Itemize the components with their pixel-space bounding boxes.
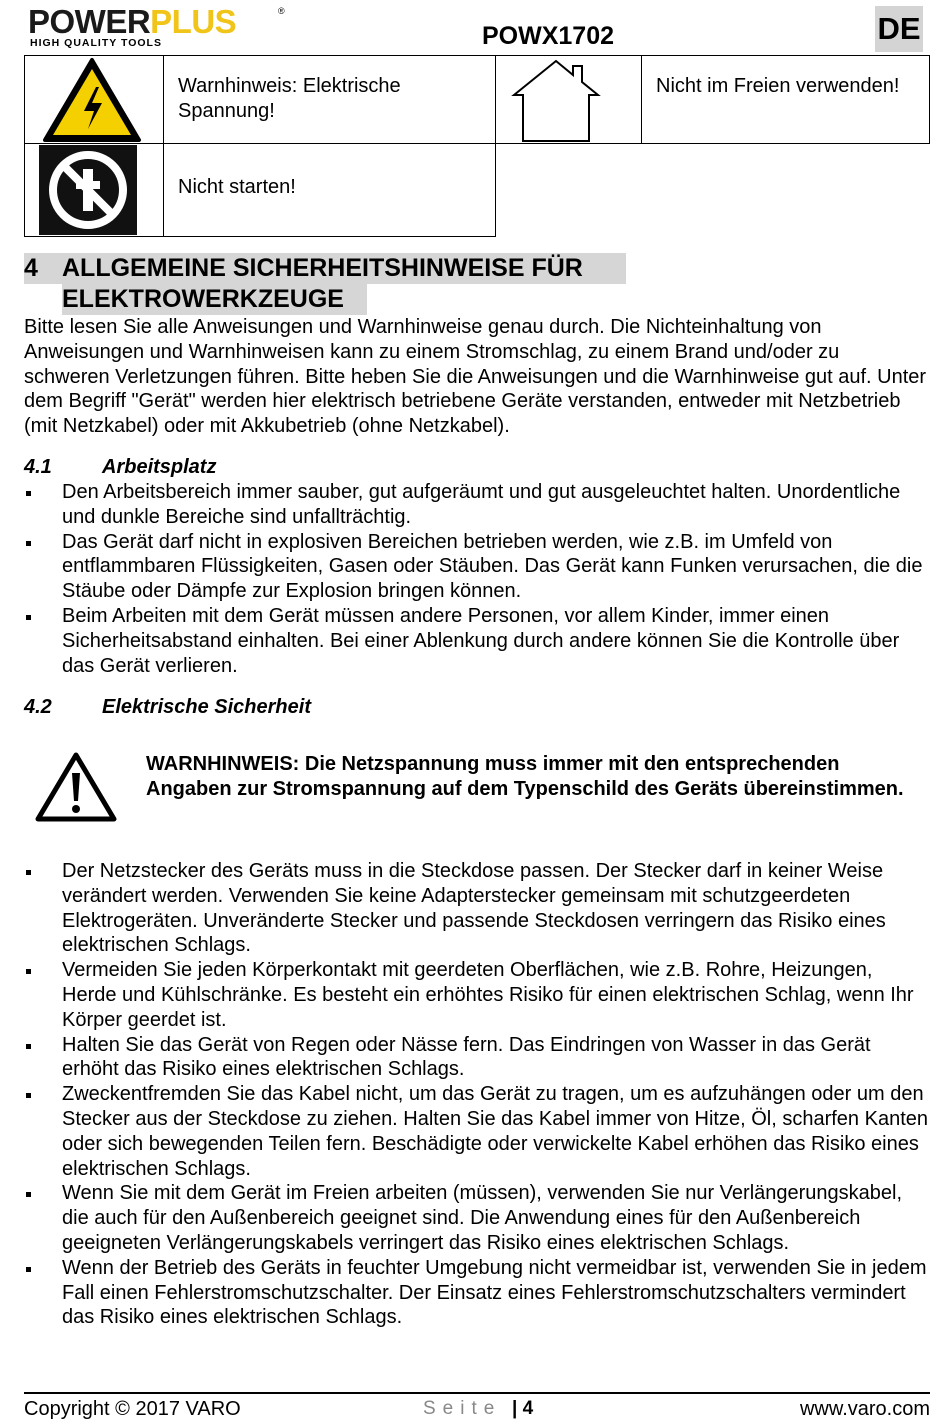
footer-divider: [24, 1392, 930, 1394]
list-item-text: Halten Sie das Gerät von Regen oder Nässe fern. Das Eindringen von Wasser in das Gerät erhöht das Risiko eines elektrischen Schlags.: [62, 1033, 871, 1081]
page-header: [0, 0, 950, 56]
electric-voltage-warning-icon: [42, 57, 142, 143]
indoor-house-icon: [510, 57, 602, 143]
model-number: POWX1702: [482, 22, 615, 50]
list-item: [24, 530, 930, 604]
list-item: [24, 1181, 930, 1255]
footer-website-link[interactable]: www.varo.com: [799, 1398, 930, 1420]
section-4-2-heading: [24, 695, 311, 720]
footer-page-label: Seite: [423, 1398, 502, 1419]
symbol-cell: [24, 55, 164, 144]
warning-triangle-icon: [34, 751, 118, 823]
list-item: [24, 480, 930, 530]
list-item-text: Vermeiden Sie jeden Körperkontakt mit geerdeten Oberflächen, wie z.B. Rohre, Heizungen, Herde und Kühlschränke. Es besteht ein erhöhtes Risiko für einen elektrischen Schlag, wenn Ihr Körper geerdet ist.: [62, 959, 914, 1031]
list-item-text: Beim Arbeiten mit dem Gerät müssen andere Personen, vor allem Kinder, immer einen Sicherheitsabstand einhalten. Bei einer Ablenkung durch andere können Sie die Kontrolle über das Gerät verlieren.: [62, 604, 900, 677]
language-badge: DE: [875, 6, 923, 52]
subsection-title: Arbeitsplatz: [102, 456, 217, 478]
footer-page-number: | 4: [512, 1398, 534, 1419]
logo-power-text: POWER: [28, 3, 151, 40]
list-item-text: Der Netzstecker des Geräts muss in die Steckdose passen. Der Stecker darf in keiner Weise verändert werden. Verwenden Sie keine Adapterstecker gemeinsam mit schutzgeerdeten Elektrogeräten. Unveränderte Stecker und passende Steckdosen verringern das Risiko eines elektrischen Schlags.: [62, 860, 886, 957]
registered-mark: ®: [278, 6, 285, 16]
arbeitsplatz-list: [24, 480, 930, 678]
symbol-cell: [24, 143, 164, 237]
section-title-line1: ALLGEMEINE SICHERHEITSHINWEISE FÜR: [62, 254, 583, 282]
list-item-text: Das Gerät darf nicht in explosiven Bereichen betrieben werden, wie z.B. im Umfeld von entflammbaren Flüssigkeiten, Gasen oder Stäuben. Das Gerät kann Funken verursachen, die die Stäube oder Dämpfe zur Explosion bringen können.: [62, 530, 923, 603]
footer-copyright: Copyright © 2017 VARO: [24, 1398, 241, 1420]
list-item: [24, 604, 930, 678]
warning-text: WARNHINWEIS: Die Netzspannung muss immer mit den entsprechenden Angaben zur Stromspannung auf dem Typenschild des Geräts übereinstimmen.: [146, 753, 904, 800]
subsection-number: 4.1: [24, 456, 52, 478]
section-number: 4: [24, 254, 38, 282]
subsection-number: 4.2: [24, 696, 52, 718]
list-item-text: Zweckentfremden Sie das Kabel nicht, um das Gerät zu tragen, um es aufzuhängen oder um den Stecker aus der Steckdose zu ziehen. Halten Sie das Kabel immer von Hitze, Öl, scharfen Kanten oder sich bewegenden Teilen fern. Beschädigte oder verwickelte Kabel erhöhen das Risiko eines elektrischen Schlags.: [62, 1083, 928, 1180]
symbol-cell: [641, 55, 930, 144]
section-4-heading: [24, 253, 626, 315]
powerplus-logo: [28, 4, 308, 48]
symbol-cell: [163, 143, 496, 237]
section-title-line2: ELEKTROWERKZEUGE: [62, 285, 344, 313]
list-item: [24, 1082, 930, 1181]
elektrische-sicherheit-list: [24, 859, 930, 1330]
do-not-start-icon: [39, 145, 137, 235]
logo-tagline: HIGH QUALITY TOOLS: [30, 37, 162, 49]
symbol-description: Nicht starten!: [178, 176, 296, 198]
section-4-1-heading: [24, 455, 216, 480]
subsection-title: Elektrische Sicherheit: [102, 696, 311, 718]
list-item-text: Wenn der Betrieb des Geräts in feuchter Umgebung nicht vermeidbar ist, verwenden Sie in jedem Fall einen Fehlerstromschutzschalter. Der Einsatz eines Fehlerstromschutzschalters vermindert das Risiko eines elektrischen Schlags.: [62, 1256, 927, 1329]
list-item: [24, 958, 930, 1032]
list-item: [24, 859, 930, 958]
list-item-text: Wenn Sie mit dem Gerät im Freien arbeiten (müssen), verwenden Sie nur Verlängerungskabel, die auch für den Außenbereich geeignet sind. Die Anwendung eines für den Außenbereich geeigneten Verlängerungskabels verringert das Risiko eines elektrischen Schlags.: [62, 1182, 903, 1254]
list-item: [24, 1033, 930, 1083]
symbol-cell: [495, 55, 642, 144]
list-item-text: Den Arbeitsbereich immer sauber, gut aufgeräumt und gut ausgeleuchtet halten. Unordentliche und dunkle Bereiche sind unfallträchtig.: [62, 481, 901, 528]
logo-plus-text: PLUS: [150, 3, 237, 40]
symbol-table: [24, 55, 930, 237]
symbol-description: Nicht im Freien verwenden!: [656, 75, 900, 97]
symbol-cell: [163, 55, 496, 144]
list-item: [24, 1256, 930, 1330]
section-4-intro: Bitte lesen Sie alle Anweisungen und Warnhinweise genau durch. Die Nichteinhaltung von Anweisungen und Warnhinweisen kann zu einem Stromschlag, zu einem Brand und/oder zu schweren Verletzungen führen. Bitte heben Sie die Anweisungen und die Warnhinweise gut auf. Unter dem Begriff "Gerät" werden hier elektrisch betriebene Geräte verstanden, entweder mit Netzbetrieb (mit Netzkabel) oder mit Akkubetrieb (ohne Netzkabel).: [24, 316, 927, 438]
symbol-description: Warnhinweis: Elektrische Spannung!: [178, 75, 401, 122]
warning-box: [30, 748, 930, 828]
